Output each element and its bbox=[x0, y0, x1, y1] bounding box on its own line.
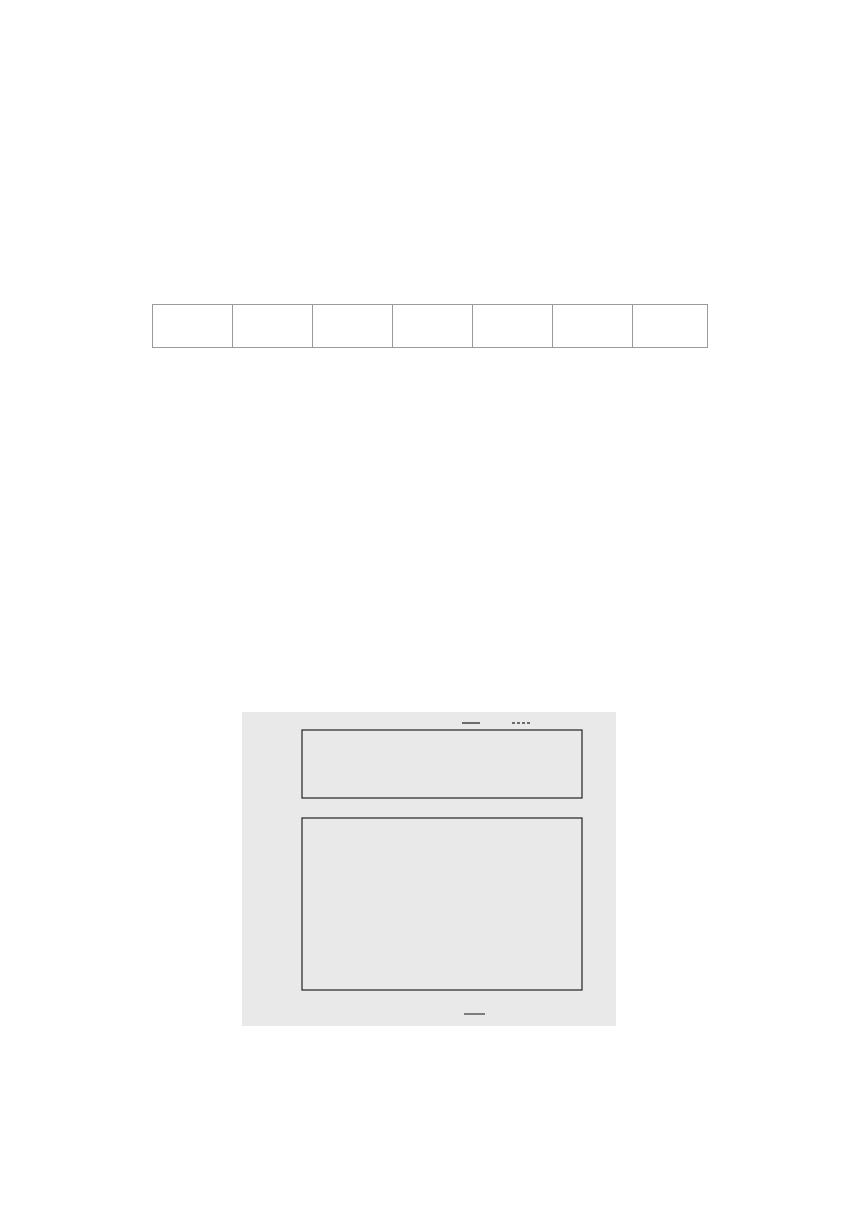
passage-population bbox=[60, 230, 802, 256]
airport-weather-figure bbox=[242, 712, 616, 1026]
temperature-chart-frame bbox=[302, 818, 582, 990]
table-header-cell bbox=[153, 305, 233, 348]
table-header-cell bbox=[633, 305, 708, 348]
wind-chart-frame bbox=[302, 730, 582, 798]
table-header-cell bbox=[313, 305, 393, 348]
table-header-cell bbox=[473, 305, 553, 348]
table-header-cell bbox=[393, 305, 473, 348]
table-header-cell bbox=[553, 305, 633, 348]
airport-weather-chart bbox=[242, 712, 616, 1026]
population-table bbox=[152, 304, 708, 348]
table-header-row bbox=[153, 305, 708, 348]
table-header-cell bbox=[233, 305, 313, 348]
passage-airport bbox=[60, 624, 802, 649]
